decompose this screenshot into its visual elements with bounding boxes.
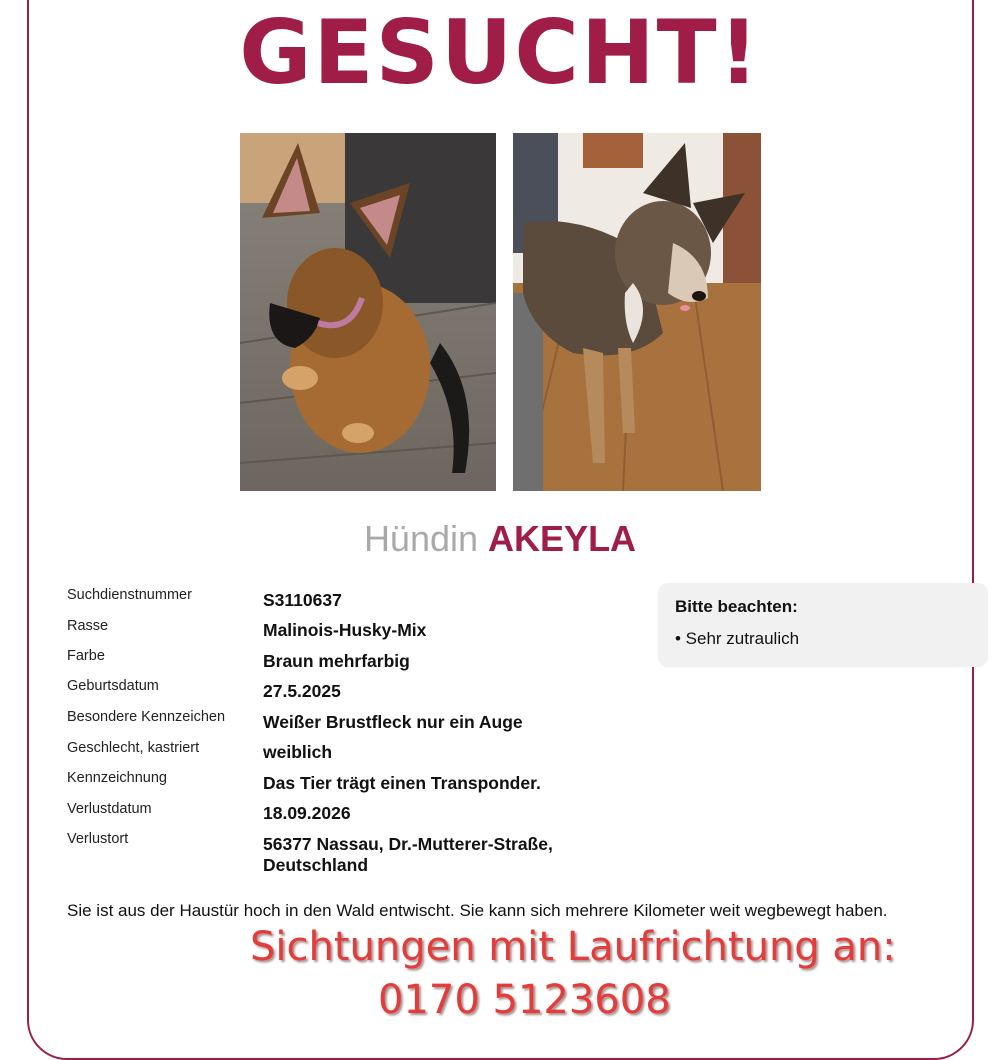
detail-value: Deutschland: [263, 855, 369, 875]
detail-label: Geburtsdatum: [67, 678, 159, 694]
name-prefix: Hündin: [363, 518, 479, 559]
dog-puppy-sitting-photo: [240, 133, 496, 491]
detail-label: Besondere Kennzeichen: [67, 709, 226, 725]
detail-value: 56377 Nassau, Dr.-Mutterer-Straße,: [263, 834, 553, 854]
detail-value: Weißer Brustfleck nur ein Auge: [263, 712, 523, 732]
detail-label: Farbe: [67, 648, 105, 664]
detail-value: weiblich: [263, 742, 333, 762]
detail-label: Kennzeichnung: [67, 770, 167, 786]
dog-standing-photo: [513, 133, 761, 491]
detail-label: Verlustort: [67, 831, 129, 847]
notice-box: [658, 583, 988, 667]
detail-value: Malinois-Husky-Mix: [263, 620, 427, 640]
detail-label: Rasse: [67, 618, 109, 634]
notice-item: • Sehr zutraulich: [675, 629, 800, 648]
poster-title: GESUCHT!: [239, 1, 761, 104]
detail-value: 27.5.2025: [263, 681, 341, 701]
detail-value: 18.09.2026: [263, 803, 351, 823]
dog-name-heading: [0, 512, 1000, 566]
detail-value: Das Tier trägt einen Transponder.: [263, 773, 541, 793]
description-text: Sie ist aus der Haustür hoch in den Wald entwischt. Sie kann sich mehrere Kilometer weit wegbewegt haben.: [67, 901, 888, 920]
phone-number: 0170 5123608: [378, 977, 671, 1023]
dog-name: AKEYLA: [488, 518, 637, 559]
detail-value: Braun mehrfarbig: [263, 651, 410, 671]
sighting-callout: Sichtungen mit Laufrichtung an:: [250, 924, 896, 970]
notice-title: Bitte beachten:: [675, 597, 798, 616]
detail-label: Verlustdatum: [67, 801, 152, 817]
detail-label: Suchdienstnummer: [67, 587, 192, 603]
detail-label: Geschlecht, kastriert: [67, 740, 200, 756]
detail-value: S3110637: [263, 590, 342, 610]
